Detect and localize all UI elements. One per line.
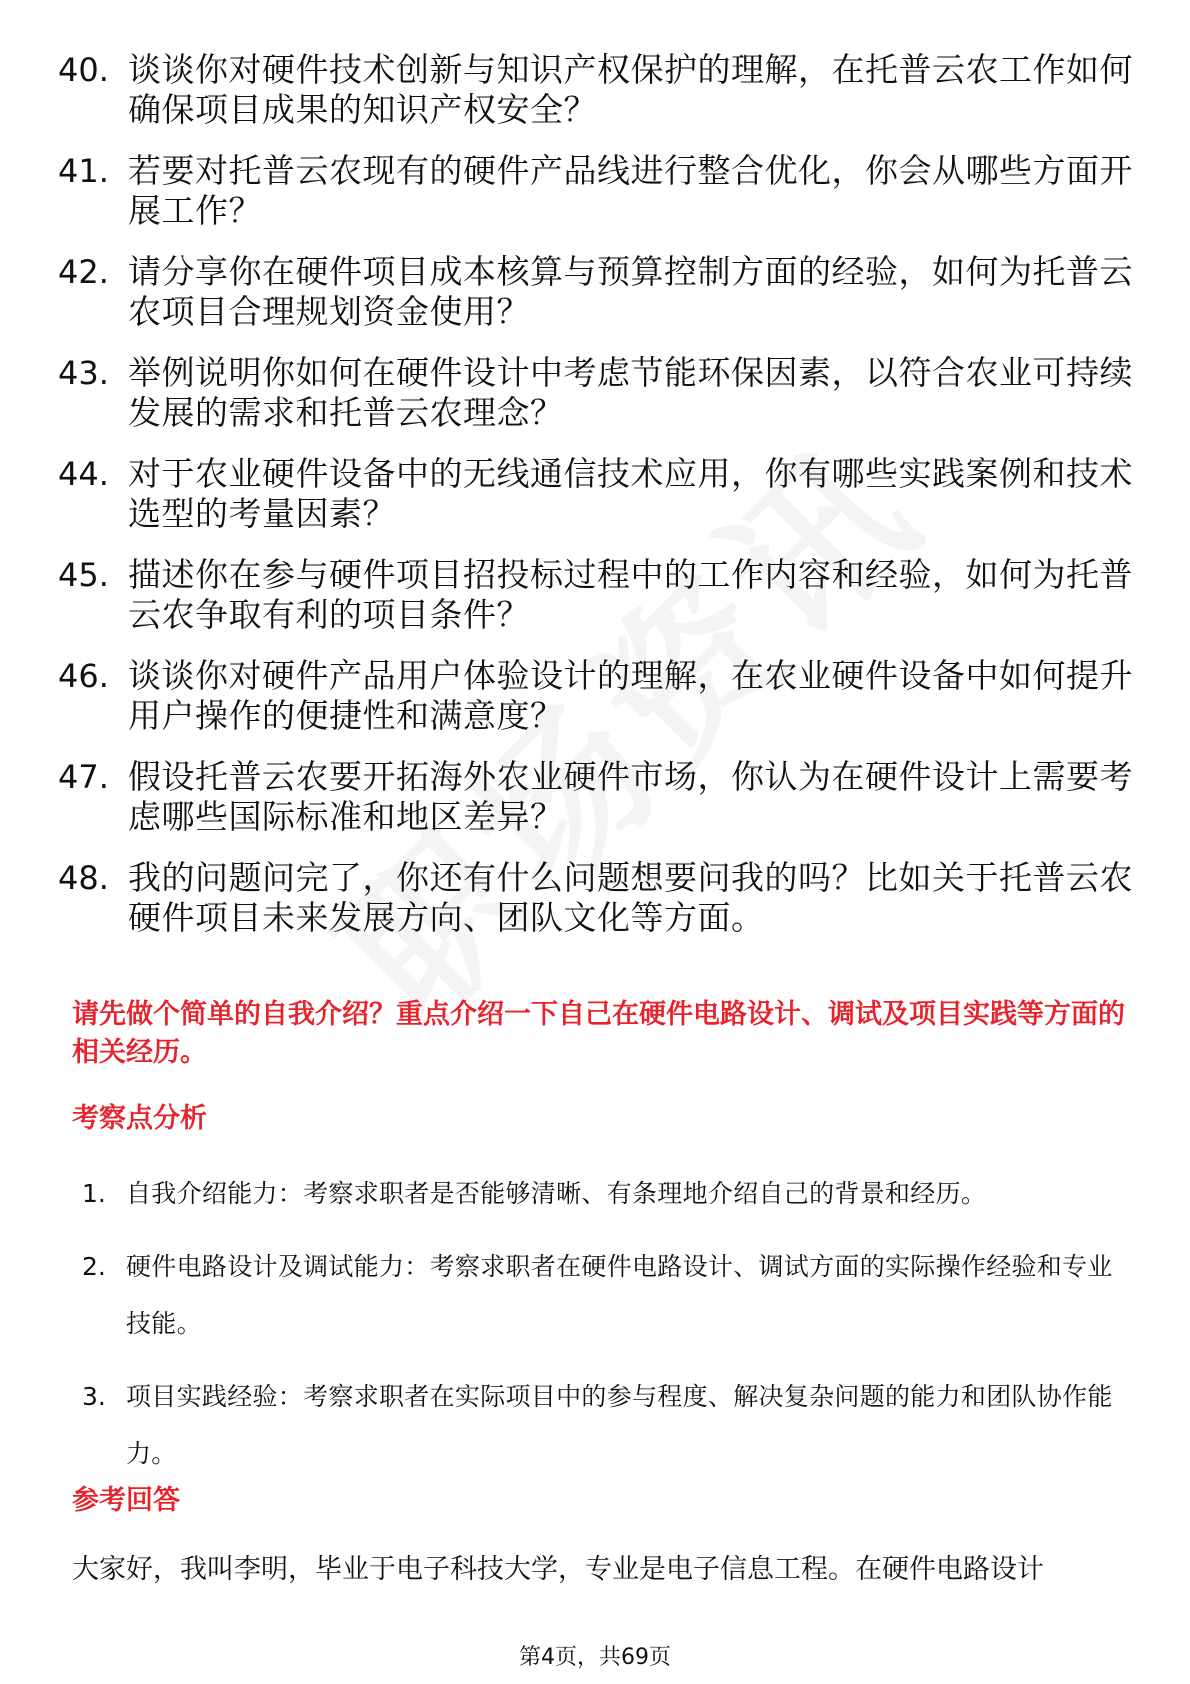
highlighted-question: 请先做个简单的自我介绍？重点介绍一下自己在硬件电路设计、调试及项目实践等方面的相关经历。	[72, 999, 1125, 1068]
point-number: 2.	[82, 1252, 106, 1281]
question-text: 假设托普云农要开拓海外农业硬件市场，你认为在硬件设计上需要考虑哪些国际标准和地区差异？	[128, 757, 1133, 836]
list-item	[58, 151, 1138, 231]
question-text: 若要对托普云农现有的硬件产品线进行整合优化，你会从哪些方面开展工作？	[128, 151, 1133, 230]
point-text: 自我介绍能力：考察求职者是否能够清晰、有条理地介绍自己的背景和经历。	[126, 1179, 987, 1208]
question-text: 谈谈你对硬件产品用户体验设计的理解，在农业硬件设备中如何提升用户操作的便捷性和满意度？	[128, 656, 1133, 735]
list-item	[82, 1238, 1132, 1352]
page-number: 第4页，共69页	[519, 1645, 671, 1670]
list-item	[58, 858, 1138, 938]
answer-paragraph: 大家好，我叫李明，毕业于电子科技大学，专业是电子信息工程。在硬件电路设计	[72, 1554, 1044, 1585]
question-number: 40.	[58, 51, 109, 89]
list-item	[58, 656, 1138, 736]
question-text: 描述你在参与硬件项目招投标过程中的工作内容和经验，如何为托普云农争取有利的项目条件？	[128, 555, 1133, 634]
list-item	[82, 1165, 1132, 1222]
question-text: 对于农业硬件设备中的无线通信技术应用，你有哪些实践案例和技术选型的考量因素？	[128, 454, 1133, 533]
question-number: 48.	[58, 859, 109, 897]
list-item	[58, 353, 1138, 433]
question-text: 谈谈你对硬件技术创新与知识产权保护的理解，在托普云农工作如何确保项目成果的知识产权安全？	[128, 50, 1133, 129]
question-text: 我的问题问完了，你还有什么问题想要问我的吗？比如关于托普云农硬件项目未来发展方向、团队文化等方面。	[128, 858, 1133, 937]
question-list	[58, 50, 1138, 959]
question-text: 举例说明你如何在硬件设计中考虑节能环保因素，以符合农业可持续发展的需求和托普云农理念？	[128, 353, 1133, 432]
question-number: 44.	[58, 455, 109, 493]
question-text: 请分享你在硬件项目成本核算与预算控制方面的经验，如何为托普云农项目合理规划资金使用？	[128, 252, 1133, 331]
question-number: 43.	[58, 354, 109, 392]
question-number: 41.	[58, 152, 109, 190]
point-number: 1.	[82, 1179, 106, 1208]
question-number: 47.	[58, 758, 109, 796]
point-text: 项目实践经验：考察求职者在实际项目中的参与程度、解决复杂问题的能力和团队协作能力。	[126, 1382, 1113, 1468]
list-item	[58, 50, 1138, 130]
question-number: 46.	[58, 657, 109, 695]
point-text: 硬件电路设计及调试能力：考察求职者在硬件电路设计、调试方面的实际操作经验和专业技能。	[126, 1252, 1113, 1338]
question-number: 42.	[58, 253, 109, 291]
list-item	[58, 454, 1138, 534]
answer-heading: 参考回答	[72, 1485, 180, 1516]
analysis-list	[82, 1165, 1132, 1498]
list-item	[58, 555, 1138, 635]
question-number: 45.	[58, 556, 109, 594]
point-number: 3.	[82, 1382, 106, 1411]
list-item	[82, 1368, 1132, 1482]
list-item	[58, 757, 1138, 837]
analysis-heading: 考察点分析	[72, 1103, 207, 1134]
list-item	[58, 252, 1138, 332]
